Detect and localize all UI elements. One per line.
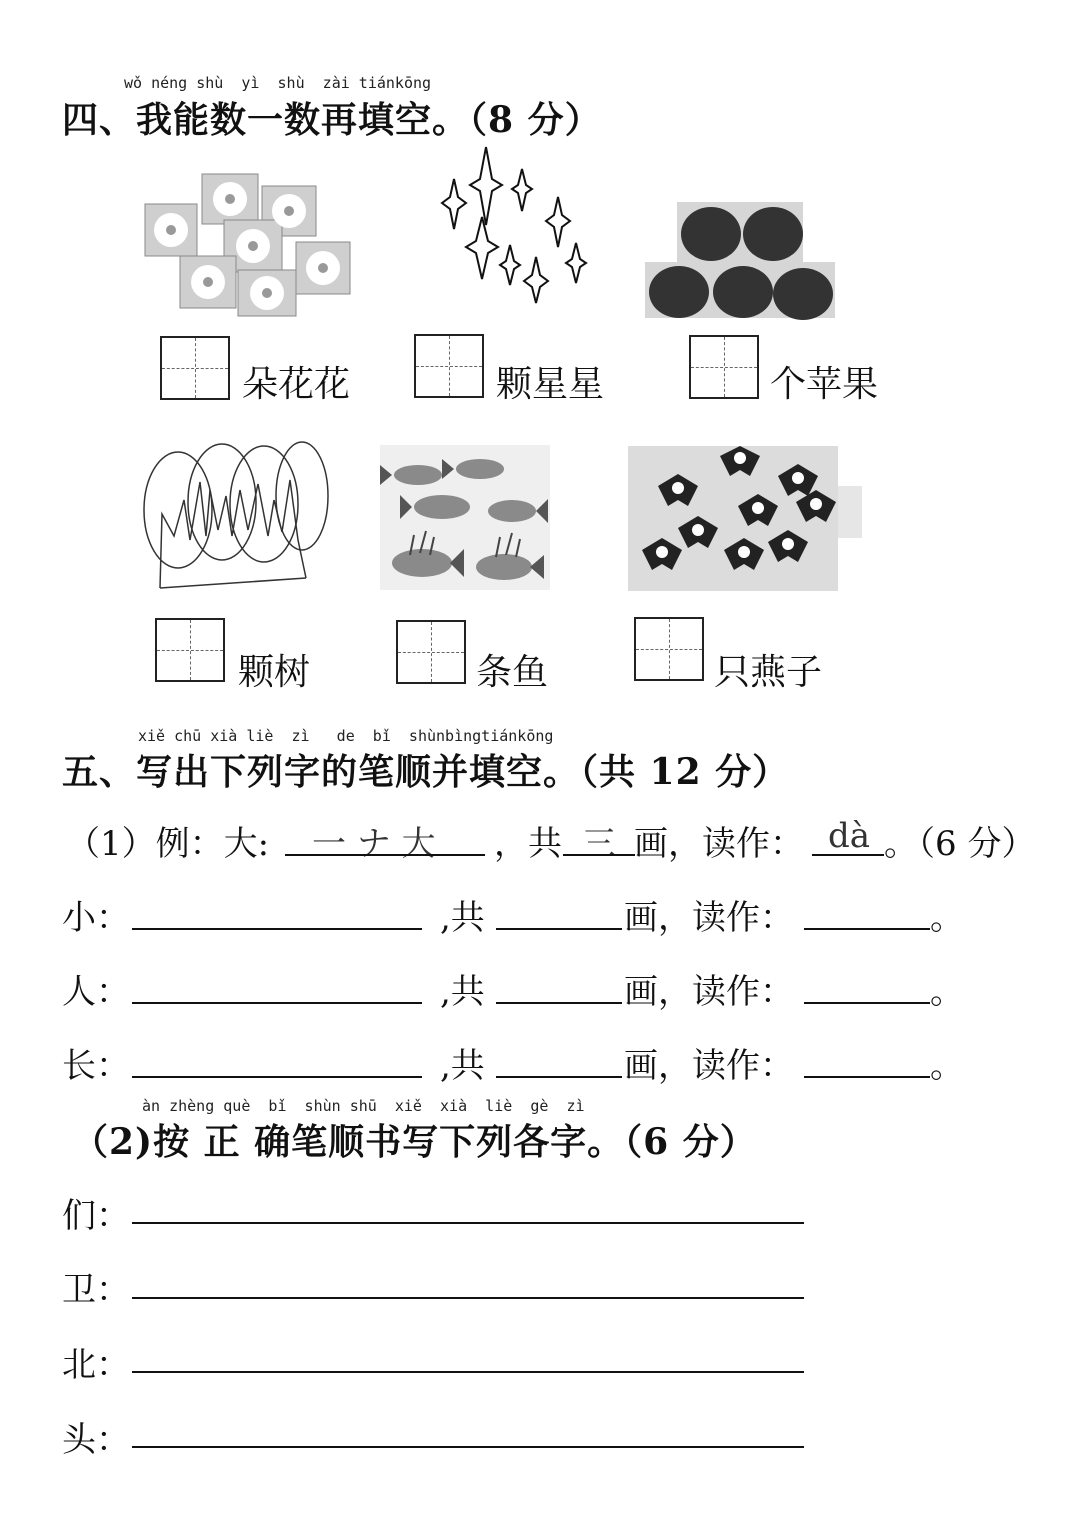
answer-box-apples[interactable]: [689, 335, 759, 399]
stroke-count-blank[interactable]: [496, 1076, 622, 1078]
stroke-count-label: ,共: [440, 972, 485, 1012]
part2-pinyin: àn zhèng què bǐ shùn shū xiě xià liè gè zì: [142, 1097, 585, 1115]
row-end: 。: [930, 898, 964, 938]
reading-blank[interactable]: [804, 928, 930, 930]
write-row-char: 卫：: [62, 1270, 130, 1310]
example-mid1: ，共: [494, 824, 562, 864]
answer-box-swallows[interactable]: [634, 617, 704, 681]
stroke-order-blank[interactable]: [132, 928, 422, 930]
write-row-char: 头：: [62, 1420, 130, 1460]
write-blank[interactable]: [132, 1446, 804, 1448]
answer-box-flowers[interactable]: [160, 336, 230, 400]
example-count: 三: [582, 824, 616, 864]
fish-icon: [380, 445, 550, 590]
stroke-row-char: 人：: [62, 972, 130, 1012]
apple-icon: [645, 200, 837, 320]
unit-swallows: 只燕子: [714, 652, 823, 693]
write-row-char: 们：: [62, 1196, 130, 1236]
section4-title: 四、我能数一数再填空。（8 分）: [62, 99, 602, 141]
write-row-char: 北：: [62, 1345, 130, 1385]
example-strokes-line: [285, 854, 485, 856]
reading-label: 画，读作：: [624, 1046, 794, 1086]
write-blank[interactable]: [132, 1222, 804, 1224]
example-mid2: 画，读作：: [634, 824, 804, 864]
unit-fish: 条鱼: [476, 652, 549, 693]
stroke-row-char: 小：: [62, 898, 130, 938]
example-reading-line: [812, 854, 884, 856]
answer-box-stars[interactable]: [414, 334, 484, 398]
unit-trees: 颗树: [238, 652, 311, 693]
reading-label: 画，读作：: [624, 972, 794, 1012]
example-reading: dà: [828, 816, 871, 856]
reading-label: 画，读作：: [624, 898, 794, 938]
answer-box-fish[interactable]: [396, 620, 466, 684]
row-end: 。: [930, 1046, 964, 1086]
stroke-order-blank[interactable]: [132, 1076, 422, 1078]
write-blank[interactable]: [132, 1371, 804, 1373]
stroke-count-blank[interactable]: [496, 928, 622, 930]
example-suffix: 。（6 分）: [884, 824, 1036, 864]
swallow-icon: [628, 446, 864, 591]
example-strokes: 一 ナ 大: [312, 824, 436, 864]
flower-icon: [140, 168, 355, 318]
stroke-row-char: 长：: [62, 1046, 130, 1086]
section4-pinyin: wǒ néng shù yì shù zài tiánkōng: [124, 74, 432, 92]
tree-icon: [140, 440, 330, 590]
example-count-line: [563, 854, 635, 856]
section5-pinyin: xiě chū xià liè zì de bǐ shùnbìngtiánkōng: [138, 727, 554, 745]
reading-blank[interactable]: [804, 1002, 930, 1004]
section5-title: 五、写出下列字的笔顺并填空。（共 12 分）: [62, 751, 790, 793]
unit-flowers: 朵花花: [242, 364, 351, 405]
stroke-count-label: ,共: [440, 1046, 485, 1086]
stroke-count-label: ,共: [440, 898, 485, 938]
unit-apples: 个苹果: [770, 364, 879, 405]
write-blank[interactable]: [132, 1297, 804, 1299]
reading-blank[interactable]: [804, 1076, 930, 1078]
unit-stars: 颗星星: [496, 364, 605, 405]
stroke-count-blank[interactable]: [496, 1002, 622, 1004]
star-icon: [436, 145, 596, 305]
example-prefix: （1）例：大:: [66, 824, 270, 864]
part2-title: （2)按 正 确笔顺书写下列各字。（6 分）: [72, 1121, 757, 1163]
stroke-order-blank[interactable]: [132, 1002, 422, 1004]
answer-box-trees[interactable]: [155, 618, 225, 682]
row-end: 。: [930, 972, 964, 1012]
